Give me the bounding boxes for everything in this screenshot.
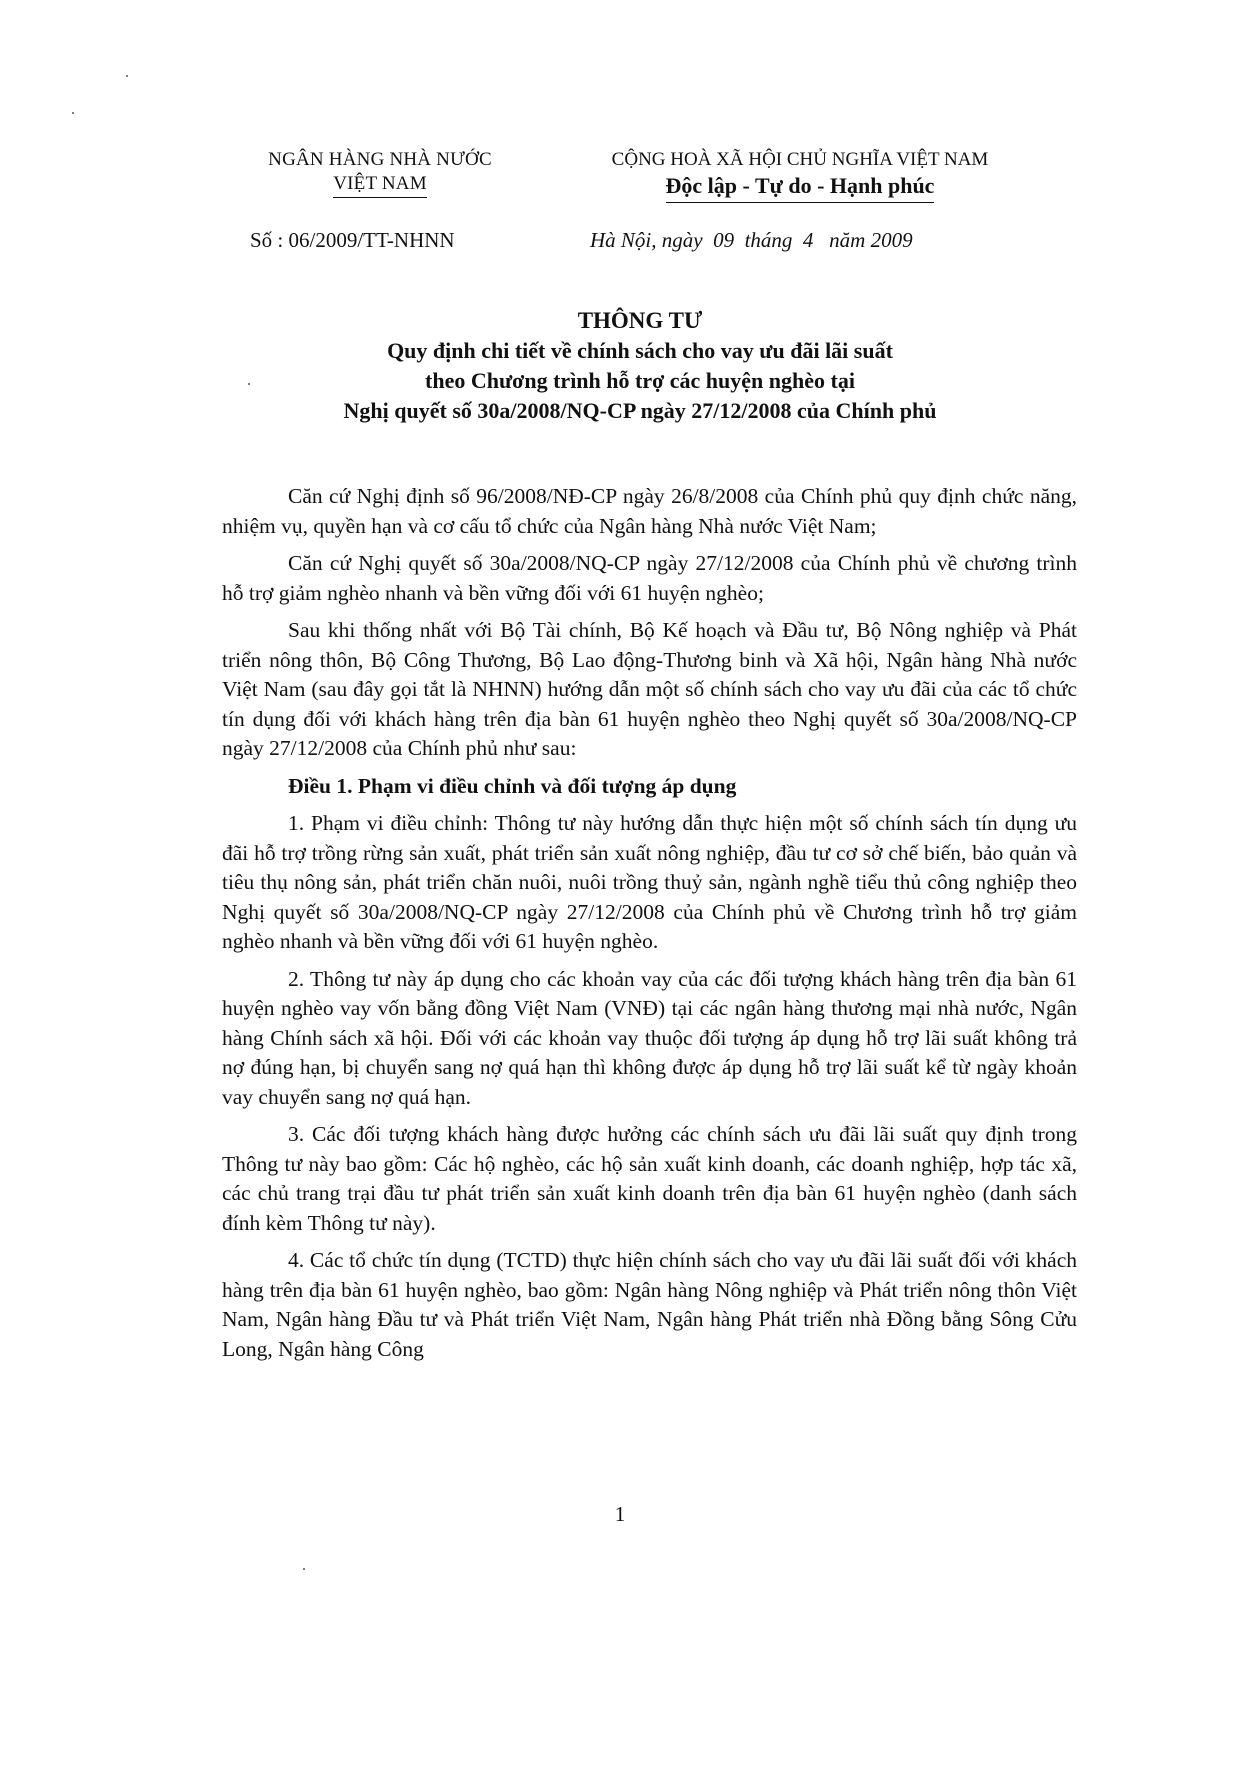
document-body xyxy=(222,482,1077,1372)
legal-basis-paragraph: Căn cứ Nghị định số 96/2008/NĐ-CP ngày 26/8/2008 của Chính phủ quy định chức năng, nhiệm vụ, quyền hạn và cơ cấu tổ chức của Ngân hàng Nhà nước Việt Nam; xyxy=(222,484,1077,538)
national-header xyxy=(560,148,1040,203)
scan-speck xyxy=(303,1568,305,1570)
document-title-block xyxy=(200,306,1080,426)
issuer-block xyxy=(240,148,520,198)
issuer-name-line2: VIỆT NAM xyxy=(333,172,427,198)
document-number: Số : 06/2009/TT-NHNN xyxy=(250,228,455,252)
country-name: CỘNG HOÀ XÃ HỘI CHỦ NGHĨA VIỆT NAM xyxy=(611,149,989,170)
scan-speck xyxy=(126,75,128,77)
document-type: THÔNG TƯ xyxy=(577,308,703,333)
place-and-date: Hà Nội, ngày 09 tháng 4 năm 2009 xyxy=(590,228,913,252)
clause-paragraph: 4. Các tổ chức tín dụng (TCTD) thực hiện chính sách cho vay ưu đãi lãi suất đối với khách hàng trên địa bàn 61 huyện nghèo, bao gồm: Ngân hàng Nông nghiệp và Phát triển nông thôn Việt Nam, Ngân hàng Đầu tư và Phát triển Việt Nam, Ngân hàng Phát triển nhà Đồng bằng Sông Cửu Long, Ngân hàng Công xyxy=(222,1248,1077,1361)
page-number: 1 xyxy=(614,1502,626,1526)
document-subject-line: Nghị quyết số 30a/2008/NQ-CP ngày 27/12/2008 của Chính phủ xyxy=(343,398,937,423)
clause-paragraph: 2. Thông tư này áp dụng cho các khoản vay của các đối tượng khách hàng trên địa bàn 61 huyện nghèo vay vốn bằng đồng Việt Nam (VNĐ) tại các ngân hàng thương mại nhà nước, Ngân hàng Chính sách xã hội. Đối với các khoản vay thuộc đối tượng áp dụng hỗ trợ lãi suất không trả nợ đúng hạn, bị chuyển sang nợ quá hạn thì không được áp dụng hỗ trợ lãi suất kể từ ngày khoản vay chuyển sang nợ quá hạn. xyxy=(222,966,1077,1109)
scan-speck xyxy=(72,112,74,114)
clause-paragraph: 3. Các đối tượng khách hàng được hưởng các chính sách ưu đãi lãi suất quy định trong Thông tư này bao gồm: Các hộ nghèo, các hộ sản xuất kinh doanh, các doanh nghiệp, hợp tác xã, các chủ trang trại đầu tư phát triển sản xuất kinh doanh trên địa bàn 61 huyện nghèo (danh sách đính kèm Thông tư này). xyxy=(222,1122,1077,1235)
document-subject-line: theo Chương trình hỗ trợ các huyện nghèo tại xyxy=(425,368,855,393)
issuer-name-line1: NGÂN HÀNG NHÀ NƯỚC xyxy=(268,149,492,170)
clause-paragraph: 1. Phạm vi điều chỉnh: Thông tư này hướng dẫn thực hiện một số chính sách tín dụng ưu đãi hỗ trợ trồng rừng sản xuất, phát triển sản xuất nông nghiệp, đầu tư cơ sở chế biến, bảo quản và tiêu thụ nông sản, phát triển chăn nuôi, nuôi trồng thuỷ sản, ngành nghề tiểu thủ công nghiệp theo Nghị quyết số 30a/2008/NQ-CP ngày 27/12/2008 của Chính phủ về Chương trình hỗ trợ giảm nghèo nhanh và bền vững đối với 61 huyện nghèo. xyxy=(222,811,1077,953)
document-subject-line: Quy định chi tiết về chính sách cho vay ưu đãi lãi suất xyxy=(387,338,893,363)
national-motto: Độc lập - Tự do - Hạnh phúc xyxy=(666,172,935,203)
legal-basis-paragraph: Căn cứ Nghị quyết số 30a/2008/NQ-CP ngày 27/12/2008 của Chính phủ về chương trình hỗ trợ giảm nghèo nhanh và bền vững đối với 61 huyện nghèo; xyxy=(222,551,1077,605)
preamble-paragraph: Sau khi thống nhất với Bộ Tài chính, Bộ Kế hoạch và Đầu tư, Bộ Nông nghiệp và Phát triển nông thôn, Bộ Công Thương, Bộ Lao động-Thương binh và Xã hội, Ngân hàng Nhà nước Việt Nam (sau đây gọi tắt là NHNN) hướng dẫn một số chính sách cho vay ưu đãi của các tổ chức tín dụng đối với khách hàng trên địa bàn 61 huyện nghèo theo Nghị quyết số 30a/2008/NQ-CP ngày 27/12/2008 của Chính phủ như sau: xyxy=(222,618,1077,760)
article-heading: Điều 1. Phạm vi điều chỉnh và đối tượng áp dụng xyxy=(288,773,737,798)
